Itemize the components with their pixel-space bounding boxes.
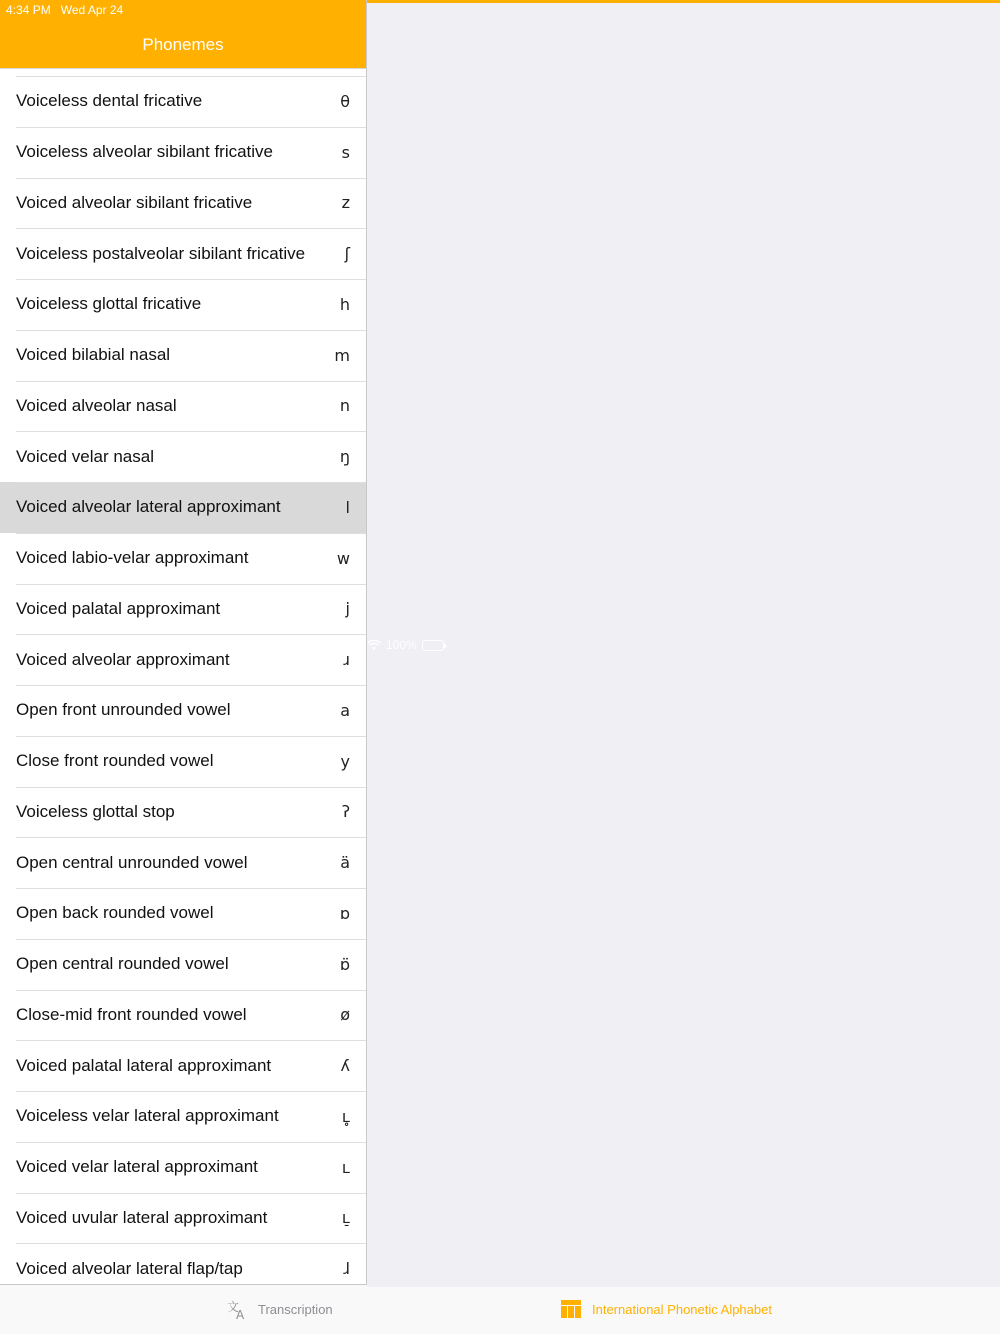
list-item[interactable] <box>0 787 366 838</box>
phoneme-symbol-cell: y <box>340 751 350 771</box>
table-icon <box>560 1298 582 1320</box>
phoneme-name: Voiced alveolar sibilant fricative <box>16 192 253 212</box>
phoneme-name: Voiced alveolar approximant <box>16 649 230 669</box>
phoneme-name: Voiced palatal approximant <box>16 598 221 618</box>
phoneme-name: Voiced alveolar lateral approximant <box>16 497 281 517</box>
phoneme-symbol-cell: ɺ <box>343 1259 350 1279</box>
phoneme-symbol-cell: j <box>345 599 350 619</box>
tab-bar <box>0 1284 1000 1334</box>
phoneme-name: Voiceless glottal fricative <box>16 294 202 314</box>
list-item[interactable] <box>0 888 366 939</box>
phoneme-symbol-cell: ʟ̥ <box>341 1106 350 1126</box>
svg-text:A: A <box>236 1308 245 1320</box>
phoneme-symbol-cell: ʎ <box>340 1056 350 1076</box>
phoneme-symbol-cell: ø <box>340 1005 350 1025</box>
phoneme-symbol-cell: a <box>340 700 350 720</box>
list-title: Phonemes <box>142 35 224 54</box>
list-item[interactable] <box>0 279 366 330</box>
phoneme-symbol-cell: θ <box>340 91 350 111</box>
battery-icon <box>422 640 444 651</box>
phoneme-name: Voiceless postalveolar sibilant fricative <box>16 243 306 263</box>
wifi-icon <box>367 640 381 651</box>
translate-icon <box>226 1298 248 1320</box>
list-item[interactable] <box>0 127 366 178</box>
tab-transcription[interactable] <box>226 1298 333 1320</box>
tab-ipa[interactable] <box>560 1298 772 1320</box>
list-item[interactable] <box>0 178 366 229</box>
phoneme-symbol-cell: s <box>341 142 350 162</box>
phoneme-symbol-cell: ʟ̠ <box>341 1208 350 1228</box>
phoneme-name: Close-mid front rounded vowel <box>16 1004 247 1024</box>
list-item[interactable] <box>0 1091 366 1142</box>
list-item[interactable] <box>0 634 366 685</box>
list-item[interactable] <box>0 939 366 990</box>
tab-ipa-label: International Phonetic Alphabet <box>592 1301 772 1317</box>
phoneme-symbol-cell: ä <box>340 853 350 873</box>
list-item[interactable] <box>0 736 366 787</box>
list-item[interactable] <box>0 1142 366 1193</box>
phoneme-symbol-cell: ɹ <box>343 650 350 670</box>
phoneme-name: Open central unrounded vowel <box>16 852 248 872</box>
status-time: 4:34 PM Wed Apr 24 <box>6 3 124 17</box>
svg-text:文: 文 <box>227 1300 240 1314</box>
list-item[interactable] <box>0 228 366 279</box>
phoneme-symbol-cell: ʟ <box>341 1157 350 1177</box>
phoneme-name: Voiceless velar lateral approximant <box>16 1106 279 1126</box>
list-item[interactable] <box>0 584 366 635</box>
list-item[interactable] <box>0 482 366 533</box>
phoneme-symbol-cell: z <box>341 193 350 213</box>
phoneme-name: Open central rounded vowel <box>16 954 229 974</box>
phoneme-name: Voiceless glottal stop <box>16 801 175 821</box>
phoneme-name: Voiced uvular lateral approximant <box>16 1207 268 1227</box>
phoneme-name: Open front unrounded vowel <box>16 700 231 720</box>
list-item[interactable] <box>0 1243 366 1284</box>
phoneme-symbol-cell: ʃ <box>344 244 350 264</box>
phoneme-name: Voiced palatal lateral approximant <box>16 1055 272 1075</box>
tab-transcription-label: Transcription <box>258 1301 333 1317</box>
list-item[interactable] <box>0 1040 366 1091</box>
phoneme-list[interactable] <box>0 76 366 1284</box>
phoneme-name: Voiced velar nasal <box>16 446 154 466</box>
phoneme-name: Open back rounded vowel <box>16 903 214 923</box>
list-item[interactable] <box>0 837 366 888</box>
phoneme-symbol-cell: n <box>339 396 350 416</box>
phoneme-list-pane <box>0 0 366 1284</box>
phoneme-name: Voiced velar lateral approximant <box>16 1157 258 1177</box>
list-item[interactable] <box>0 330 366 381</box>
list-item[interactable] <box>0 533 366 584</box>
list-item[interactable] <box>0 431 366 482</box>
list-item[interactable] <box>0 1193 366 1244</box>
phoneme-symbol-cell: w <box>336 548 350 568</box>
phoneme-name: Voiced labio-velar approximant <box>16 548 249 568</box>
phoneme-symbol-cell: l <box>345 497 350 517</box>
phoneme-symbol-cell: m <box>334 345 350 365</box>
phoneme-name: Voiceless dental fricative <box>16 91 203 111</box>
battery-percent: 100% <box>386 638 417 652</box>
phoneme-symbol-cell: ŋ <box>339 447 350 467</box>
list-item[interactable] <box>0 990 366 1041</box>
list-item[interactable] <box>0 381 366 432</box>
phoneme-symbol-cell: h <box>339 294 350 314</box>
phoneme-symbol-cell: ʔ <box>341 802 350 822</box>
phoneme-name: Voiced alveolar nasal <box>16 395 177 415</box>
list-item[interactable] <box>0 76 366 127</box>
list-item[interactable] <box>0 685 366 736</box>
status-right <box>367 3 1000 1287</box>
phoneme-name: Voiced alveolar lateral flap/tap <box>16 1258 243 1278</box>
phoneme-name: Close front rounded vowel <box>16 751 214 771</box>
phoneme-name: Voiced bilabial nasal <box>16 345 171 365</box>
phoneme-symbol-cell: ɒ̈ <box>339 954 350 974</box>
phoneme-symbol-cell: ɒ <box>339 903 350 923</box>
phoneme-name: Voiceless alveolar sibilant fricative <box>16 142 274 162</box>
